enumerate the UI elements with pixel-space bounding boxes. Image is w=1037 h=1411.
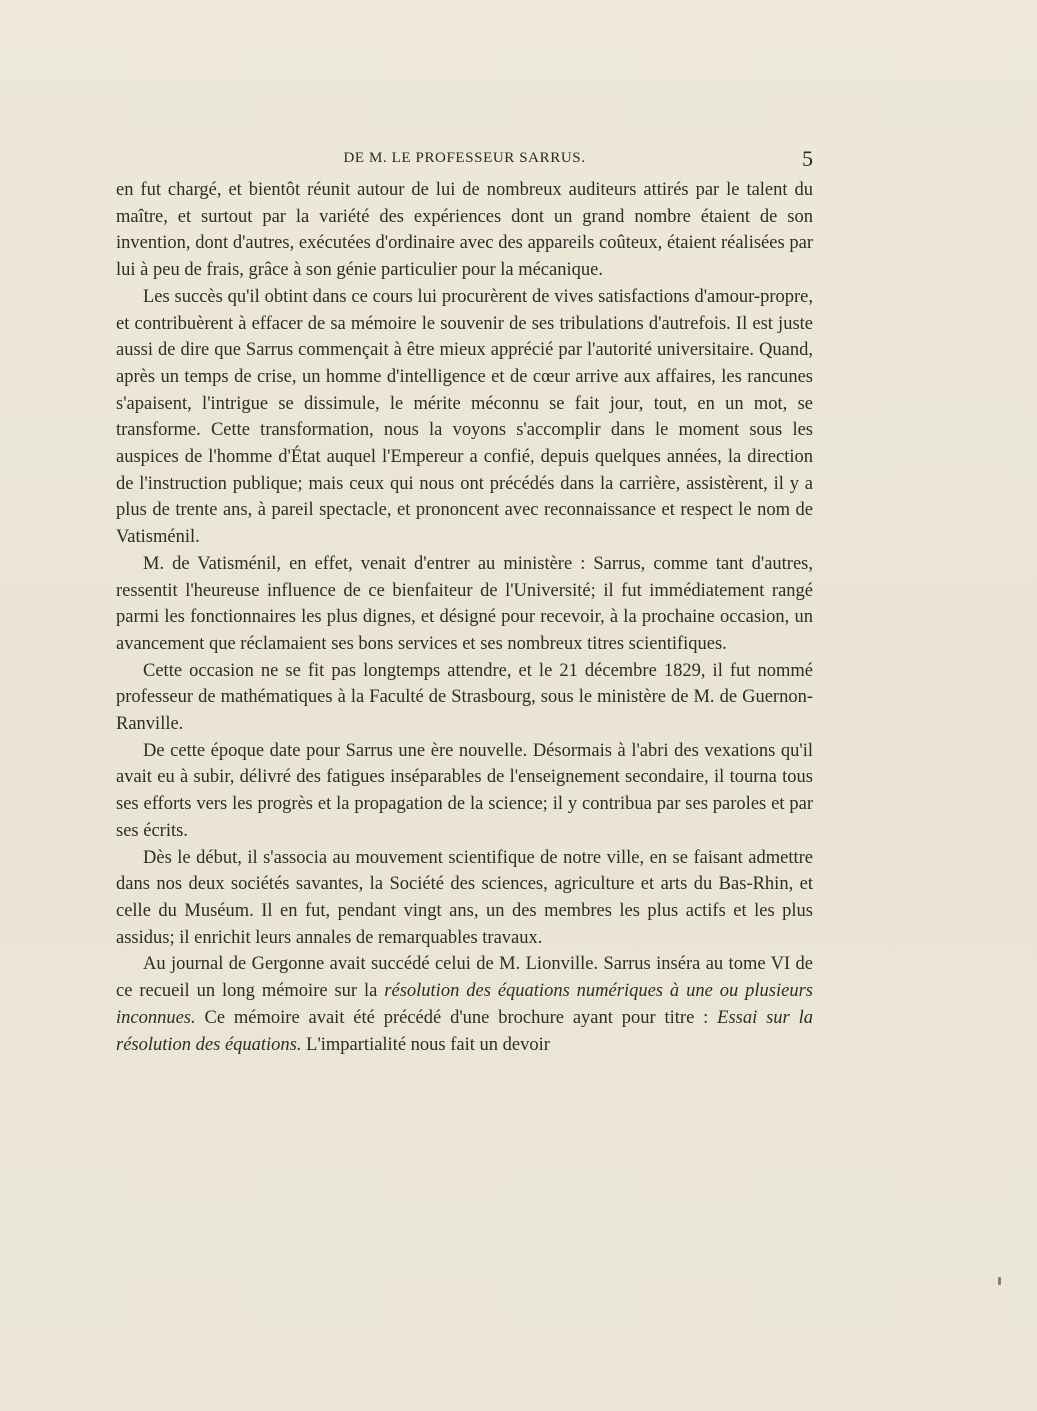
paragraph-2: Les succès qu'il obtint dans ce cours lui procurèrent de vives satisfactions d'amour-propre, et contribuèrent à effacer de sa mémoire le souvenir de ses tribulations d'autrefois. Il est juste aussi de dire que Sarrus commençait à être mieux apprécié par l'autorité universitaire. Quand, après un temps de crise, un homme d'intelligence et de cœur arrive aux affaires, les rancunes s'apaisent, l'intrigue se dissimule, le mérite méconnu se fait jour, tout, en un mot, se transforme. Cette transformation, nous la voyons s'accomplir dans le moment sous les auspices de l'homme d'État auquel l'Empereur a confié, depuis quelques années, la direction de l'instruction publique; mais ceux qui nous ont précédés dans la carrière, assistèrent, il y a plus de trente ans, à pareil spectacle, et prononcent avec reconnaissance et respect le nom de Vatisménil.	[116, 286, 813, 548]
body-text	[116, 177, 813, 1058]
paragraph-7-text-middle: Ce mémoire avait été précédé d'une brochure ayant pour titre :	[195, 1007, 718, 1028]
paragraph-7-text-before: Au journal de Gergonne avait succédé celui de M. Lionville. Sarrus inséra au tome VI de ce recueil un long mémoire sur la	[116, 954, 813, 1002]
paragraph-7	[116, 951, 813, 1058]
paragraph-5: De cette époque date pour Sarrus une ère nouvelle. Désormais à l'abri des vexations qu'il avait eu à subir, délivré des fatigues inséparables de l'enseignement secondaire, il tourna tous ses efforts vers les progrès et la propagation de la science; il y contribua par ses paroles et par ses écrits.	[116, 740, 813, 841]
brochure-title: Essai sur la résolution des équations.	[116, 1007, 813, 1055]
page-number: 5	[802, 146, 813, 171]
memoir-title: résolution des équations numériques à une ou plusieurs inconnues.	[116, 981, 813, 1028]
paragraph-1: en fut chargé, et bientôt réunit autour de lui de nombreux auditeurs attirés par le talent du maître, et surtout par la variété des expériences dont un grand nombre étaient de son invention, dont d'autres, exécutées d'ordinaire avec des appareils coûteux, étaient réalisées par lui à peu de frais, grâce à son génie particulier pour la mécanique.	[116, 180, 813, 281]
paragraph-3: M. de Vatisménil, en effet, venait d'entrer au ministère : Sarrus, comme tant d'autres, ressentit l'heureuse influence de ce bienfaiteur de l'Université; il fut immédiatement rangé parmi les fonctionnaires les plus dignes, et désigné pour recevoir, à la prochaine occasion, un avancement que réclamaient ses bons services et ses nombreux titres scientifiques.	[116, 553, 813, 654]
page-header	[116, 146, 813, 172]
paragraph-7-text-after: L'impartialité nous fait un devoir	[301, 1034, 550, 1055]
ink-speck	[998, 1277, 1001, 1285]
paragraph-4: Cette occasion ne se fit pas longtemps attendre, et le 21 décembre 1829, il fut nommé professeur de mathématiques à la Faculté de Strasbourg, sous le ministère de M. de Guernon-Ranville.	[116, 660, 813, 735]
running-title: DE M. LE PROFESSEUR SARRUS.	[343, 150, 586, 166]
paragraph-6: Dès le début, il s'associa au mouvement scientifique de notre ville, en se faisant admettre dans nos deux sociétés savantes, la Société des sciences, agriculture et arts du Bas-Rhin, et celle du Muséum. Il en fut, pendant vingt ans, un des membres les plus actifs et les plus assidus; il enrichit leurs annales de remarquables travaux.	[116, 847, 813, 948]
